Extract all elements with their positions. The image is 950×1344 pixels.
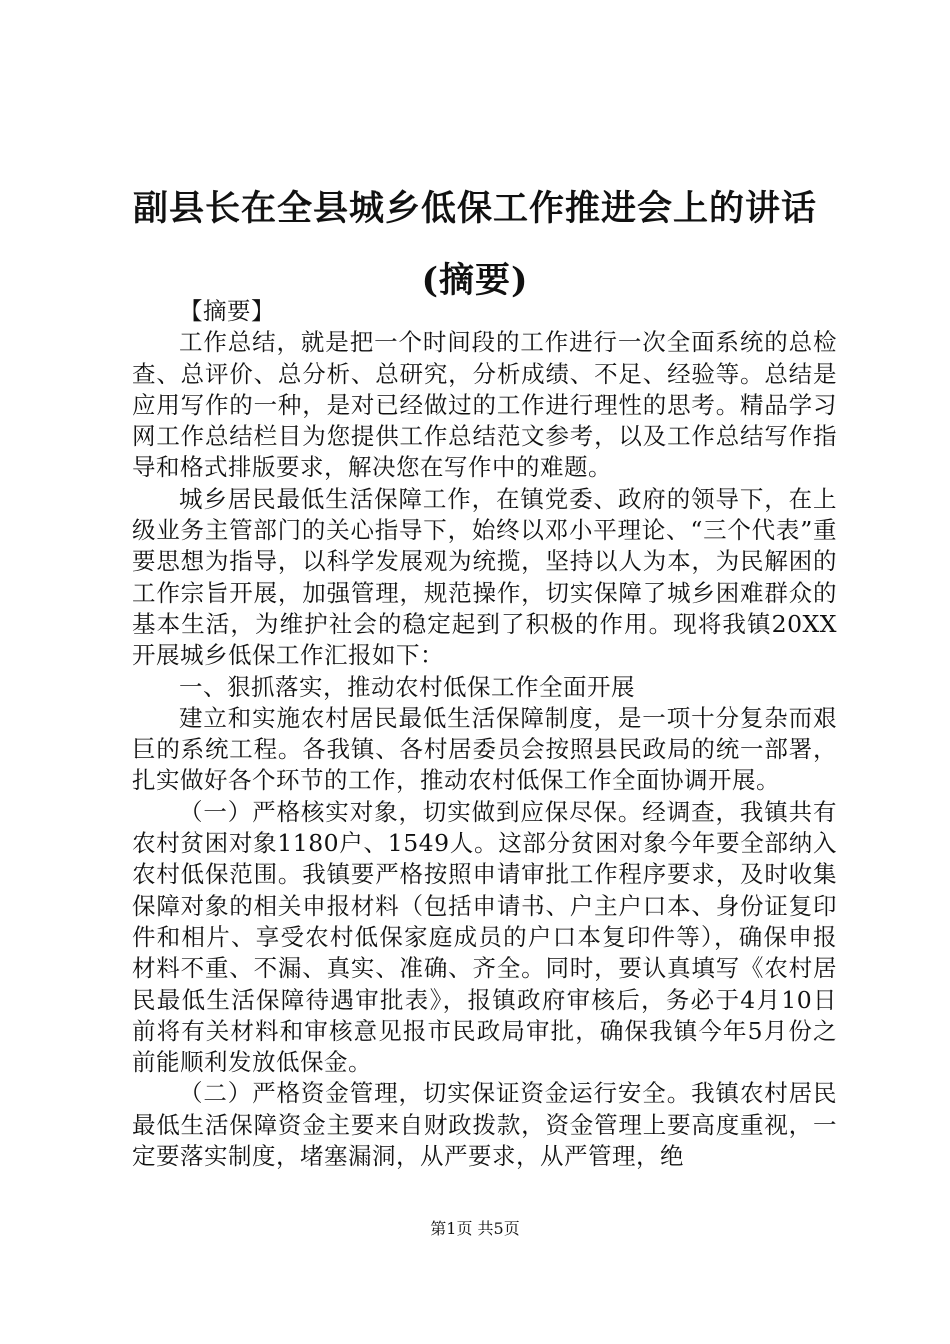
document-title: 副县长在全县城乡低保工作推进会上的讲话 <box>132 188 817 229</box>
abstract-label: 【摘要】 <box>179 297 275 325</box>
section-heading: 一、狠抓落实，推动农村低保工作全面开展 <box>179 672 635 701</box>
document-body <box>132 296 837 1172</box>
paragraph: 工作总结，就是把一个时间段的工作进行一次全面系统的总检查、总评价、总分析、总研究，分析成绩、不足、经验等。总结是应用写作的一种，是对已经做过的工作进行理性的思考。精品学习网工作总结栏目为您提供工作总结范文参考，以及工作总结写作指导和格式排版要求，解决您在写作中的难题。 <box>132 328 837 482</box>
paragraph: 城乡居民最低生活保障工作，在镇党委、政府的领导下，在上级业务主管部门的关心指导下，始终以邓小平理论、“三个代表”重要思想为指导，以科学发展观为统揽，坚持以人为本，为民解困的工作宗旨开展，加强管理，规范操作，切实保障了城乡困难群众的基本生活，为维护社会的稳定起到了积极的作用。现将我镇20XX开展城乡低保工作汇报如下： <box>132 484 837 670</box>
paragraph: （一）严格核实对象，切实做到应保尽保。经调查，我镇共有农村贫困对象1180户、1549人。这部分贫困对象今年要全部纳入农村低保范围。我镇要严格按照申请审批工作程序要求，及时收集保障对象的相关申报材料（包括申请书、户主户口本、身份证复印件和相片、享受农村低保家庭成员的户口本复印件等），确保申报材料不重、不漏、真实、准确、齐全。同时，要认真填写《农村居民最低生活保障待遇审批表》，报镇政府审核后，务必于4月10日前将有关材料和审核意见报市民政局审批，确保我镇今年5月份之前能顺利发放低保金。 <box>132 797 837 1077</box>
paragraph: 建立和实施农村居民最低生活保障制度，是一项十分复杂而艰巨的系统工程。各我镇、各村居委员会按照县民政局的统一部署，扎实做好各个环节的工作，推动农村低保工作全面协调开展。 <box>132 703 837 795</box>
page-footer: 第1页 共5页 <box>430 1219 520 1238</box>
document-subtitle: (摘要) <box>421 260 529 301</box>
paragraph: （二）严格资金管理，切实保证资金运行安全。我镇农村居民最低生活保障资金主要来自财政拨款，资金管理上要高度重视，一定要落实制度，堵塞漏洞，从严要求，从严管理，绝 <box>132 1079 837 1171</box>
